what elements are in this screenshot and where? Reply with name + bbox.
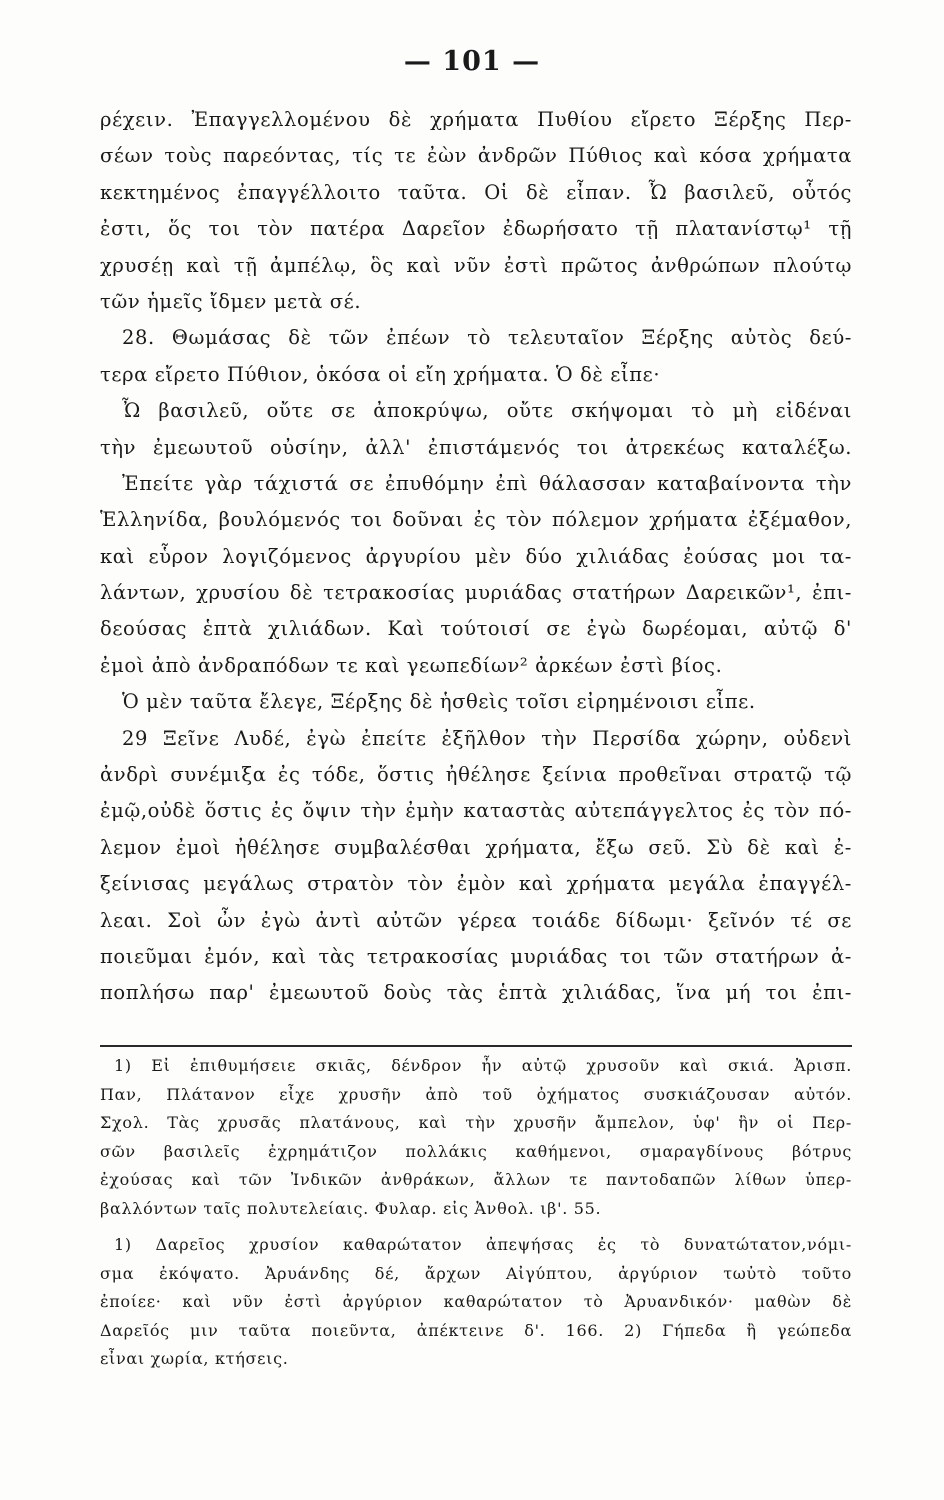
text-line: τῶν ἡμεῖς ἴδμεν μετὰ σέ.	[100, 289, 362, 313]
text-line: κεκτημένος ἐπαγγέλλοιτο ταῦτα. Οἱ δὲ εἶπαν. Ὦ βασιλεῦ, οὗτός	[100, 180, 852, 204]
footnote-divider	[100, 1045, 852, 1047]
text-line: ἐμοὶ ἀπὸ ἀνδραπόδων τε καὶ γεωπεδίων² ἀρκέων ἐστὶ βίος.	[100, 653, 723, 677]
text-line: λεαι. Σοὶ ὦν ἐγὼ ἀντὶ αὐτῶν γέρεα τοιάδε δίδωμι· ξεῖνόν τέ σε	[100, 908, 852, 932]
text-line: Ὦ βασιλεῦ, οὔτε σε ἀποκρύψω, οὔτε σκήψομαι τὸ μὴ εἰδέναι	[122, 399, 852, 423]
footnote-line: Σχολ. Τὰς χρυσᾶς πλατάνους, καὶ τὴν χρυσῆν ἄμπελον, ὑφ' ἣν οἱ Περ-	[100, 1113, 852, 1132]
text-line: καὶ εὗρον λογιζόμενος ἀργυρίου μὲν δύο χιλιάδας ἐούσας μοι τα-	[100, 544, 852, 568]
text-line: 29 Ξεῖνε Λυδέ, ἐγὼ ἐπείτε ἐξῆλθον τὴν Περσίδα χώρην, οὐδενὶ	[122, 726, 852, 750]
footnote-line: ἐποίεε· καὶ νῦν ἐστὶ ἀργύριον καθαρώτατον τὸ Ἀρυανδικόν· μαθὼν δὲ	[100, 1292, 852, 1311]
text-line: λεμον ἐμοὶ ἠθέλησε συμβαλέσθαι χρήματα, ἔξω σεῦ. Σὺ δὲ καὶ ἐ-	[100, 835, 852, 859]
text-line: τερα εἴρετο Πύθιον, ὁκόσα οἱ εἴη χρήματα. Ὁ δὲ εἶπε·	[100, 362, 661, 386]
footnote-line: βαλλόντων ταῖς πολυτελείαις. Φυλαρ. εἰς Ἀνθολ. ιβ'. 55.	[100, 1198, 602, 1218]
footnote-line: σμα ἐκόψατο. Ἀρυάνδης δέ, ἄρχων Αἰγύπτου, ἀργύριον τωὐτὸ τοῦτο	[100, 1263, 852, 1283]
text-line: Ὁ μὲν ταῦτα ἔλεγε, Ξέρξης δὲ ἡσθεὶς τοῖσι εἰρημένοισι εἶπε.	[122, 690, 756, 714]
page-number: — 101 —	[403, 46, 541, 77]
text-line: δεούσας ἑπτὰ χιλιάδων. Καὶ τούτοισί σε ἐγὼ δωρέομαι, αὐτῷ δ'	[100, 617, 852, 641]
text-line: ποιεῦμαι ἐμόν, καὶ τὰς τετρακοσίας μυριάδας τοι τῶν στατήρων ἀ-	[100, 944, 852, 968]
text-line: ἐμῷ,οὐδὲ ὅστις ἐς ὄψιν τὴν ἐμὴν καταστὰς αὐτεπάγγελτος ἐς τὸν πό-	[100, 799, 852, 823]
text-line: ρέχειν. Ἐπαγγελλομένου δὲ χρήματα Πυθίου εἴρετο Ξέρξης Περ-	[100, 108, 852, 131]
footnote-line: ἐχούσας καὶ τῶν Ἰνδικῶν ἀνθράκων, ἄλλων τε παντοδαπῶν λίθων ὑπερ-	[100, 1170, 852, 1189]
footnotes	[100, 1052, 852, 1374]
text-line: τὴν ἐμεωυτοῦ οὐσίην, ἀλλ' ἐπιστάμενός τοι ἀτρεκέως καταλέξω.	[100, 435, 852, 459]
text-line: λάντων, χρυσίου δὲ τετρακοσίας μυριάδας στατήρων Δαρεικῶν¹, ἐπι-	[100, 581, 852, 605]
text-line: ξείνισας μεγάλως στρατὸν τὸν ἐμὸν καὶ χρήματα μεγάλα ἐπαγγέλ-	[100, 872, 852, 896]
footnote-line: Παν, Πλάτανον εἶχε χρυσῆν ἀπὸ τοῦ ὀχήματος συσκιάζουσαν αὐτόν.	[100, 1084, 852, 1104]
footnote-line: εἶναι χωρία, κτήσεις.	[100, 1349, 289, 1368]
text-line: ἐστι, ὅς τοι τὸν πατέρα Δαρεῖον ἐδωρήσατο τῇ πλατανίστῳ¹ τῇ	[100, 217, 852, 241]
footnote-gap	[100, 1223, 852, 1231]
text-line: ἀνδρὶ συνέμιξα ἐς τόδε, ὅστις ἠθέλησε ξείνια προθεῖναι στρατῷ τῷ	[100, 763, 852, 787]
text-line: 28. Θωμάσας δὲ τῶν ἐπέων τὸ τελευταῖον Ξέρξης αὐτὸς δεύ-	[122, 326, 852, 350]
text-line: Ἑλληνίδα, βουλόμενός τοι δοῦναι ἐς τὸν πόλεμον χρήματα ἐξέμαθον,	[100, 508, 852, 532]
main-text	[100, 102, 852, 1012]
text-line: ποπλήσω παρ' ἐμεωυτοῦ δοὺς τὰς ἑπτὰ χιλιάδας, ἵνα μή τοι ἐπι-	[100, 981, 852, 1005]
footnote-line: 1) Δαρεῖος χρυσίον καθαρώτατον ἀπεψήσας ἐς τὸ δυνατώτατον,νόμι-	[114, 1235, 852, 1254]
text-line: σέων τοὺς παρεόντας, τίς τε ἐὼν ἀνδρῶν Πύθιος καὶ κόσα χρήματα	[100, 144, 852, 168]
text-line: χρυσέῃ καὶ τῇ ἀμπέλῳ, ὃς καὶ νῦν ἐστὶ πρῶτος ἀνθρώπων πλούτῳ	[100, 253, 852, 277]
footnote-line: Δαρεῖός μιν ταῦτα ποιεῦντα, ἀπέκτεινε δ'. 166. 2) Γήπεδα ἢ γεώπεδα	[100, 1320, 852, 1340]
footnote-line: σῶν βασιλεῖς ἐχρημάτιζον πολλάκις καθήμενοι, σμαραγδίνους βότρυς	[100, 1141, 852, 1161]
footnote-line: 1) Εἰ ἐπιθυμήσειε σκιᾶς, δένδρον ἦν αὐτῷ χρυσοῦν καὶ σκιά. Ἀρισπ.	[114, 1056, 852, 1075]
text-line: Ἐπείτε γὰρ τάχιστά σε ἐπυθόμην ἐπὶ θάλασσαν καταβαίνοντα τὴν	[122, 471, 852, 495]
